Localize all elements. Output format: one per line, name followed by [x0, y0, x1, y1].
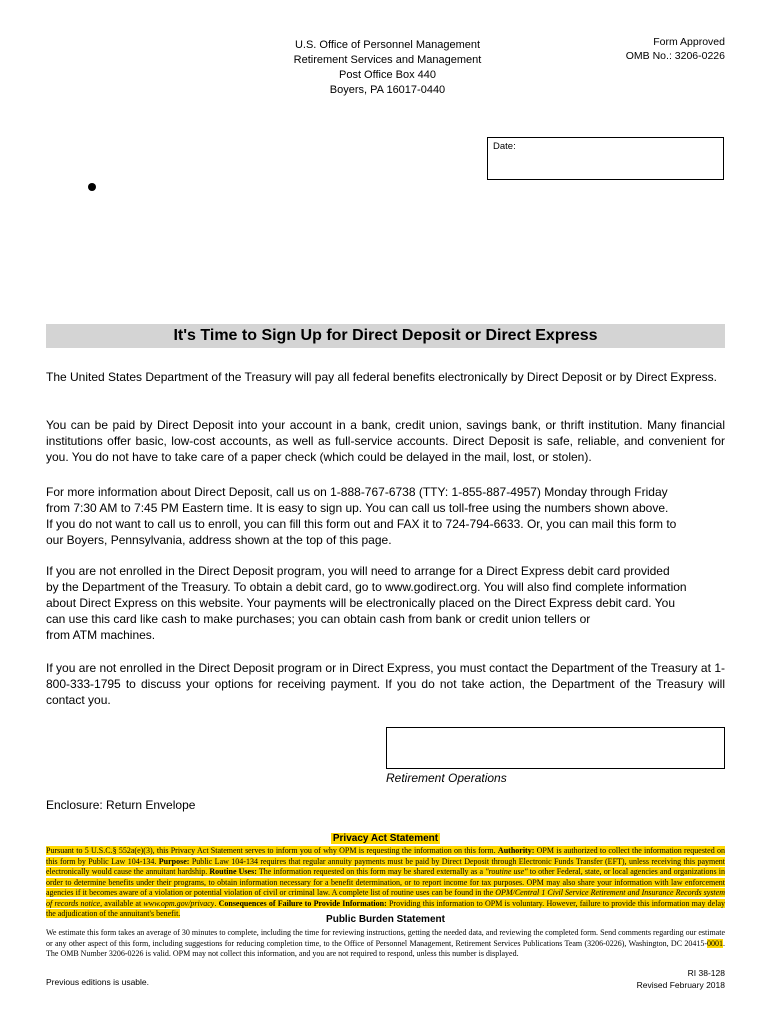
bullet-dot: [88, 183, 96, 191]
omb-number: OMB No.: 3206-0226: [625, 50, 725, 62]
privacy-act-heading-text: Privacy Act Statement: [332, 833, 439, 844]
burden-text: We estimate this form takes an average of 30 minutes to complete, including the time for reviewing instructions, getting the needed data, and reviewing the completed form. Send comments regarding our estimate or any other aspect of this form, including suggestions for reducing completion time, to the Office of Personnel Management, Retirement Services Publications Team (3206-0226), Washington, DC 20415-: [46, 928, 725, 948]
paragraph-more-info: [46, 484, 725, 548]
page-title: It's Time to Sign Up for Direct Deposit or Direct Express: [46, 324, 725, 348]
agency-address: [250, 38, 525, 98]
paragraph-more-info-line: our Boyers, Pennsylvania, address shown at the top of this page.: [46, 533, 392, 547]
paragraph-more-info-line: If you do not want to call us to enroll, you can fill this form out and FAX it to 724-794-6633. Or, you can mail this form to: [46, 517, 677, 531]
privacy-act-statement: [46, 846, 725, 920]
routine-use-term: "routine use": [485, 867, 528, 876]
public-burden-heading-text: Public Burden Statement: [326, 914, 445, 925]
paragraph-direct-express: [46, 563, 725, 643]
privacy-url: www.opm.gov/privacy: [143, 898, 215, 908]
retirement-operations-label: Retirement Operations: [386, 771, 507, 785]
public-burden-statement: [46, 928, 725, 960]
consequences-label: Consequences of Failure to Provide Information:: [218, 898, 387, 908]
revision-date: Revised February 2018: [636, 980, 725, 990]
privacy-text: Pursuant to 5 U.S.C.§ 552a(e)(3), this Privacy Act Statement serves to inform you of why OPM is requesting the information on this form.: [46, 846, 498, 855]
form-approval: [570, 35, 725, 63]
previous-editions-note: Previous editions is usable.: [46, 977, 150, 987]
agency-line-2: Retirement Services and Management: [293, 54, 482, 66]
privacy-text: to other Federal, state, or local agencies and organizations in order to determine benefits under their programs, to obtain information necessary for a benefit determination, or to report income for tax purposes. OPM may also share your information with law enforcement agencies if it becomes aware of a violation or potential violation of civil or criminal law. A complete list of routine uses can be found in the: [46, 867, 725, 897]
privacy-text: , available at: [100, 898, 144, 908]
form-number: RI 38-128: [687, 968, 725, 978]
agency-line-4: Boyers, PA 16017-0440: [329, 84, 446, 96]
privacy-text: Providing this information to OPM is voluntary. However, failure to provide this information may delay the adjudication of the annuitant's benefit.: [46, 898, 726, 918]
agency-line-3: Post Office Box 440: [338, 69, 437, 81]
privacy-text: OPM is authorized to collect the information requested on this form by Public Law 104-134.: [46, 846, 725, 866]
date-label: Date:: [493, 141, 516, 152]
paragraph-more-info-line: from 7:30 AM to 7:45 PM Eastern time. It is easy to sign up. You can call us toll-free using the numbers shown above.: [46, 501, 669, 515]
privacy-text: Public Law 104-134 requires that regular annuity payments must be paid by Direct Deposit through Electronic Funds Transfer (EFT), unless receiving this payment electronically would cause the annuitant hardship.: [46, 856, 725, 876]
paragraph-direct-express-line: by the Department of the Treasury. To obtain a debit card, go to www.godirect.org. You will also find complete information: [46, 580, 687, 594]
agency-line-1: U.S. Office of Personnel Management: [294, 39, 481, 51]
paragraph-direct-express-line: about Direct Express on this website. Your payments will be electronically placed on the Direct Express debit card. You: [46, 596, 676, 610]
paragraph-direct-express-line: from ATM machines.: [46, 628, 156, 642]
enclosure-note: Enclosure: Return Envelope: [46, 798, 196, 812]
paragraph-contact-treasury: If you are not enrolled in the Direct Deposit program or in Direct Express, you must contact the Department of the Treasury at 1-800-333-1795 to discuss your options for receiving payment. If you do not take action, the Department of the Treasury will contact you.: [46, 661, 725, 707]
date-field[interactable]: [487, 137, 724, 180]
form-footer: [570, 967, 725, 991]
privacy-text: .: [214, 898, 219, 908]
routine-uses-label: Routine Uses:: [209, 867, 257, 876]
privacy-act-heading: [46, 832, 725, 845]
signature-box[interactable]: [386, 727, 725, 769]
burden-zip-suffix: 0001: [707, 938, 723, 948]
paragraph-direct-express-line: If you are not enrolled in the Direct Deposit program, you will need to arrange for a Direct Express debit card provided: [46, 564, 670, 578]
sorn-title: OPM/Central 1 Civil Service Retirement and Insurance Records system of records notice: [46, 888, 725, 908]
paragraph-treasury: The United States Department of the Treasury will pay all federal benefits electronically by Direct Deposit or by Direct Express.: [46, 370, 717, 384]
paragraph-direct-express-line: can use this card like cash to make purchases; you can obtain cash from bank or credit union tellers or: [46, 612, 591, 626]
purpose-label: Purpose:: [158, 856, 190, 866]
authority-label: Authority:: [497, 846, 535, 855]
paragraph-more-info-line: For more information about Direct Deposit, call us on 1-888-767-6738 (TTY: 1-855-887-4957) Monday through Friday: [46, 485, 668, 499]
public-burden-heading: [46, 913, 725, 926]
paragraph-direct-deposit: You can be paid by Direct Deposit into your account in a bank, credit union, savings bank, or thrift institution. Many financial institutions offer basic, low-cost accounts, as well as full-service accounts. Direct Deposit is safe, reliable, and convenient for you. You do not have to take care of a paper check (which could be delayed in the mail, lost, or stolen).: [46, 418, 725, 464]
burden-text: . The OMB Number 3206-0226 is valid. OPM may not collect this information, and you are not required to respond, unless this number is displayed.: [46, 938, 725, 958]
privacy-text: The information requested on this form may be shared externally as a: [256, 867, 486, 876]
form-approved-label: Form Approved: [653, 36, 725, 48]
